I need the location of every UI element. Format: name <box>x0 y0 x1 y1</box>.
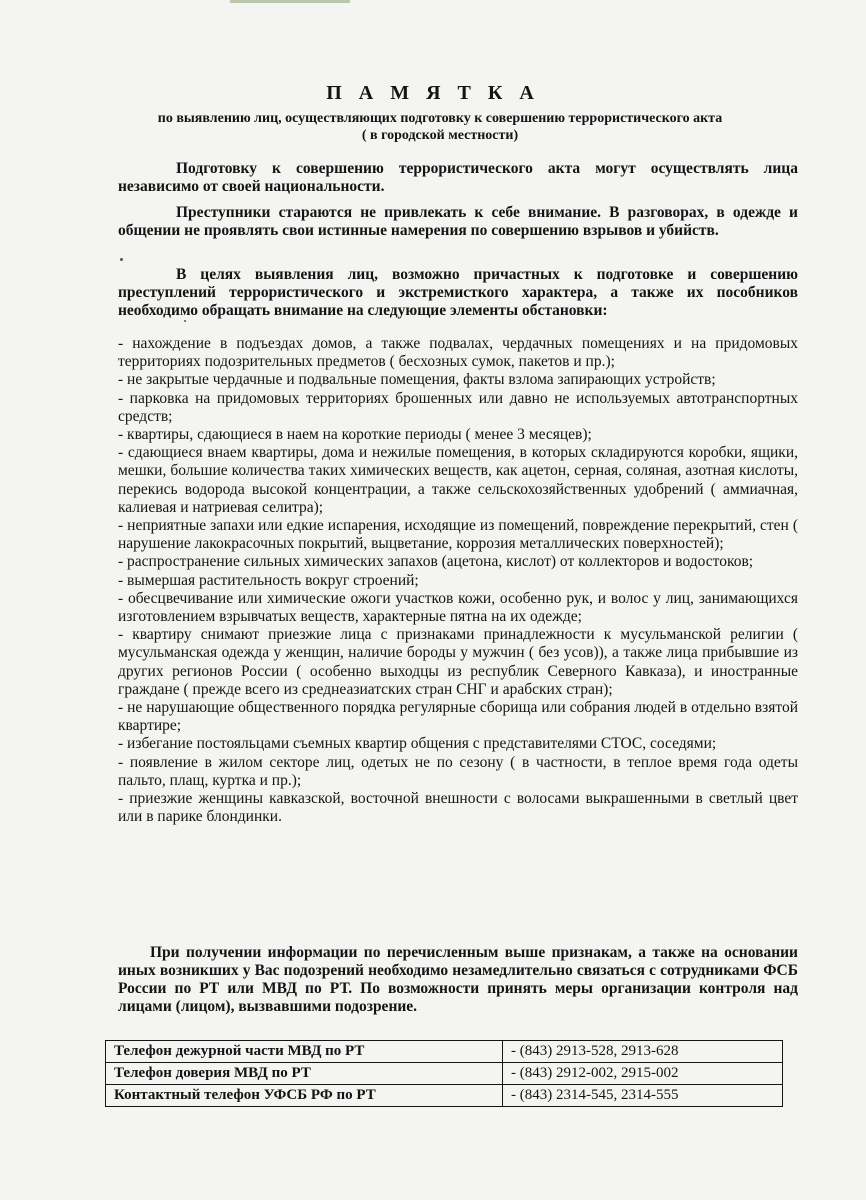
subtitle-line: ( в городской местности) <box>361 128 519 143</box>
list-item: - избегание постояльцами съемных квартир общения с представителями СТОС, соседями; <box>118 735 717 753</box>
scan-speck <box>120 258 123 261</box>
contact-name: Контактный телефон УФСБ РФ по РТ <box>106 1085 503 1107</box>
closing-paragraph: При получении информации по перечисленным выше признакам, а также на основании иных возникших у Вас подозрений необходимо незамедлительно связаться с сотрудниками ФСБ России по РТ или МВД по РТ. По возможности принять меры организации контроля над лицами (лицом), вызвавшими подозрение. <box>118 944 798 1015</box>
list-item: - неприятные запахи или едкие испарения, исходящие из помещений, повреждение перекрытий, стен ( нарушение лакокрасочных покрытий, выцветание, коррозия металлических поверхностей); <box>118 517 798 553</box>
contacts-table <box>105 1040 783 1107</box>
intro-paragraph: Подготовку к совершению террористического акта могут осуществлять лица независимо от своей национальности. <box>118 160 798 195</box>
table-row <box>106 1063 783 1085</box>
scan-mark <box>230 0 350 3</box>
intro-paragraph: В целях выявления лиц, возможно причастных к подготовке и совершению преступлений террористического и экстремисткого характера, а также их пособников необходимо обращать внимание на следующие элементы обстановки: <box>118 266 798 319</box>
signs-list <box>118 335 798 826</box>
table-row <box>106 1085 783 1107</box>
list-item: - не нарушающие общественного порядка регулярные сборища или собрания людей в отдельно взятой квартире; <box>118 699 798 735</box>
list-item: - приезжие женщины кавказской, восточной внешности с волосами выкрашенными в светлый цвет или в парике блондинки. <box>118 790 798 826</box>
contact-name: Телефон дежурной части МВД по РТ <box>106 1041 503 1063</box>
contact-name: Телефон доверия МВД по РТ <box>106 1063 503 1085</box>
scan-speck <box>184 320 186 322</box>
list-item: - не закрытые чердачные и подвальные помещения, факты взлома запирающих устройств; <box>118 371 716 389</box>
list-item: - парковка на придомовых территориях брошенных или давно не используемых автотранспортных средств; <box>118 389 798 425</box>
list-item: - появление в жилом секторе лиц, одетых не по сезону ( в частности, в теплое время года одеты пальто, плащ, куртка и пр.); <box>118 753 798 789</box>
table-row <box>106 1041 783 1063</box>
contact-phone: - (843) 2912-002, 2915-002 <box>503 1063 783 1085</box>
contact-phone: - (843) 2314-545, 2314-555 <box>503 1085 783 1107</box>
intro-paragraph: Преступники стараются не привлекать к себе внимание. В разговорах, в одежде и общении не проявлять свои истинные намерения по совершению взрывов и убийств. <box>118 204 798 239</box>
list-item: - сдающиеся внаем квартиры, дома и нежилые помещения, в которых складируются коробки, ящики, мешки, большие количества таких химических веществ, как ацетон, серная, соляная, азотная кислоты, перекись водорода высокой концентрации, а также сельскохозяйственных удобрений ( аммиачная, калиевая и натриевая селитра); <box>118 444 798 516</box>
list-item: - нахождение в подъездах домов, а также подвалах, чердачных помещениях и на придомовых территориях подозрительных предметов ( бесхозных сумок, пакетов и пр.); <box>118 335 798 371</box>
subtitle-line: по выявлению лиц, осуществляющих подготовку к совершению террористического акта <box>157 111 723 126</box>
list-item: - вымершая растительность вокруг строений; <box>118 571 419 589</box>
list-item: - квартиру снимают приезжие лица с признаками принадлежности к мусульманской религии ( мусульманская одежда у женщин, наличие бороды у мужчин ( без усов)), а также лица прибывшие из других регионов России ( особенно выходцы из республик Северного Кавказа), и иностранные граждане ( прежде всего из среднеазиатских стран СНГ и арабских стран); <box>118 626 798 698</box>
document-title: П А М Я Т К А <box>326 82 540 104</box>
list-item: - распространение сильных химических запахов (ацетона, кислот) от коллекторов и водостоков; <box>118 553 754 571</box>
list-item: - обесцвечивание или химические ожоги участков кожи, особенно рук, и волос у лиц, занимающихся изготовлением взрывчатых веществ, характерные пятна на их одежде; <box>118 589 798 626</box>
list-item: - квартиры, сдающиеся в наем на короткие периоды ( менее 3 месяцев); <box>118 426 592 444</box>
contact-phone: - (843) 2913-528, 2913-628 <box>503 1041 783 1063</box>
document-subtitle <box>90 110 790 144</box>
